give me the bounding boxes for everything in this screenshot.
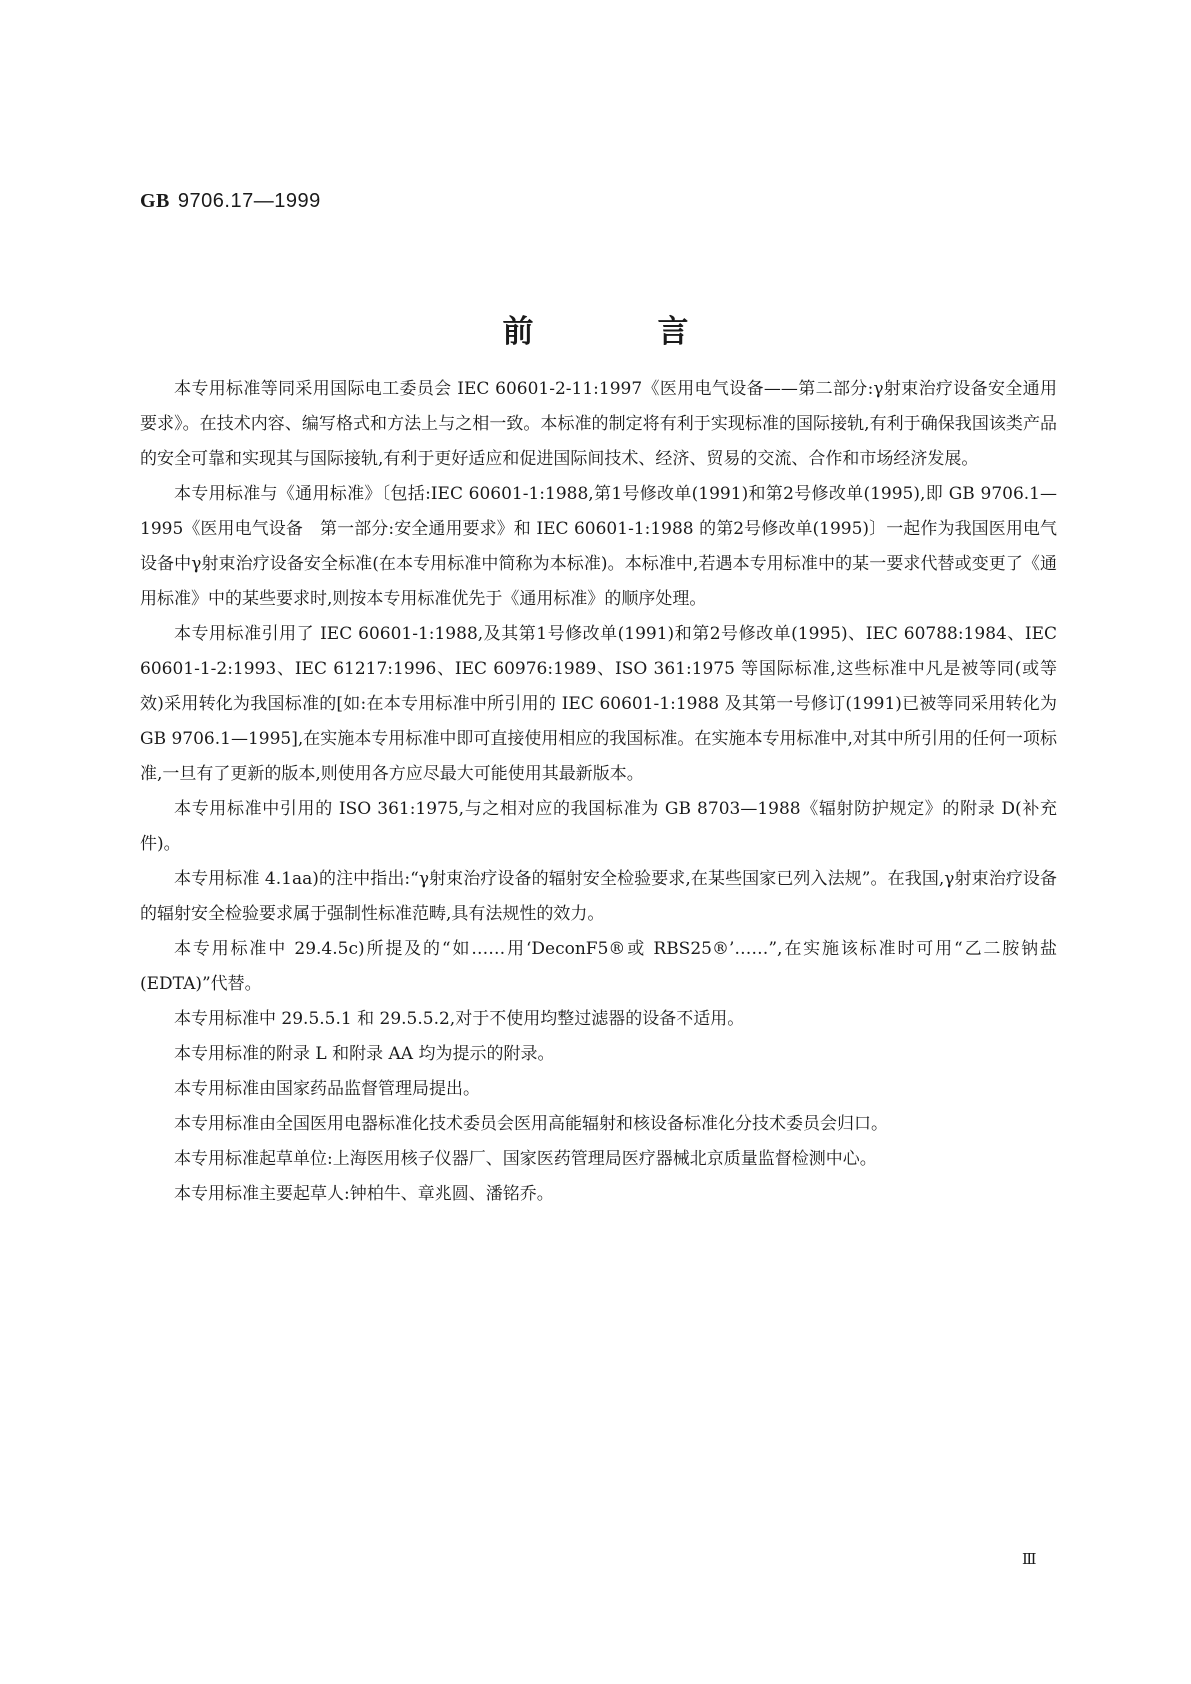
paragraph-7: 本专用标准中 29.5.5.1 和 29.5.5.2,对于不使用均整过滤器的设备不适用。 xyxy=(174,1009,745,1029)
paragraph-2: 本专用标准与《通用标准》〔包括:IEC 60601-1:1988,第1号修改单(1991)和第2号修改单(1995),即 GB 9706.1—1995《医用电气设备 第一部分:安全通用要求》和 IEC 60601-1:1988 的第2号修改单(1995)〕一起作为我国医用电气设备中γ射束治疗设备安全标准(在本专用标准中简称为本标准)。本标准中,若遇本专用标准中的某一要求代替或变更了《通用标准》中的某些要求时,则按本专用标准优先于《通用标准》的顺序处理。 xyxy=(140,484,1057,609)
paragraph-11: 本专用标准起草单位:上海医用核子仪器厂、国家医药管理局医疗器械北京质量监督检测中心。 xyxy=(174,1149,877,1169)
standard-number: 9706.17—1999 xyxy=(177,190,321,212)
page-number: Ⅲ xyxy=(1022,1552,1037,1568)
paragraph-9: 本专用标准由国家药品监督管理局提出。 xyxy=(174,1079,480,1099)
standard-prefix: GB xyxy=(140,190,170,212)
paragraph-4: 本专用标准中引用的 ISO 361:1975,与之相对应的我国标准为 GB 8703—1988《辐射防护规定》的附录 D(补充件)。 xyxy=(140,799,1057,854)
preface-body xyxy=(140,372,1057,1212)
paragraph-12: 本专用标准主要起草人:钟柏牛、章兆圆、潘铭乔。 xyxy=(174,1184,554,1204)
paragraph-8: 本专用标准的附录 L 和附录 AA 均为提示的附录。 xyxy=(174,1044,555,1064)
paragraph-10: 本专用标准由全国医用电器标准化技术委员会医用高能辐射和核设备标准化分技术委员会归口。 xyxy=(174,1114,888,1134)
paragraph-3: 本专用标准引用了 IEC 60601-1:1988,及其第1号修改单(1991)和第2号修改单(1995)、IEC 60788:1984、IEC 60601-1-2:1993、IEC 61217:1996、IEC 60976:1989、ISO 361:1975 等国际标准,这些标准中凡是被等同(或等效)采用转化为我国标准的[如:在本专用标准中所引用的 IEC 60601-1:1988 及其第一号修订(1991)已被等同采用转化为 GB 9706.1—1995],在实施本专用标准中即可直接使用相应的我国标准。在实施本专用标准中,对其中所引用的任何一项标准,一旦有了更新的版本,则使用各方应尽最大可能使用其最新版本。 xyxy=(140,624,1057,784)
paragraph-1: 本专用标准等同采用国际电工委员会 IEC 60601-2-11:1997《医用电气设备——第二部分:γ射束治疗设备安全通用要求》。在技术内容、编写格式和方法上与之相一致。本标准的制定将有利于实现标准的国际接轨,有利于确保我国该类产品的安全可靠和实现其与国际接轨,有利于更好适应和促进国际间技术、经济、贸易的交流、合作和市场经济发展。 xyxy=(140,379,1057,469)
paragraph-6: 本专用标准中 29.4.5c)所提及的“如……用‘DeconF5®或 RBS25®’……”,在实施该标准时可用“乙二胺钠盐(EDTA)”代替。 xyxy=(140,939,1057,994)
paragraph-5: 本专用标准 4.1aa)的注中指出:“γ射束治疗设备的辐射安全检验要求,在某些国家已列入法规”。在我国,γ射束治疗设备的辐射安全检验要求属于强制性标准范畴,具有法规性的效力。 xyxy=(140,869,1057,924)
standard-header xyxy=(140,190,321,213)
page-title: 前言 xyxy=(502,314,813,350)
